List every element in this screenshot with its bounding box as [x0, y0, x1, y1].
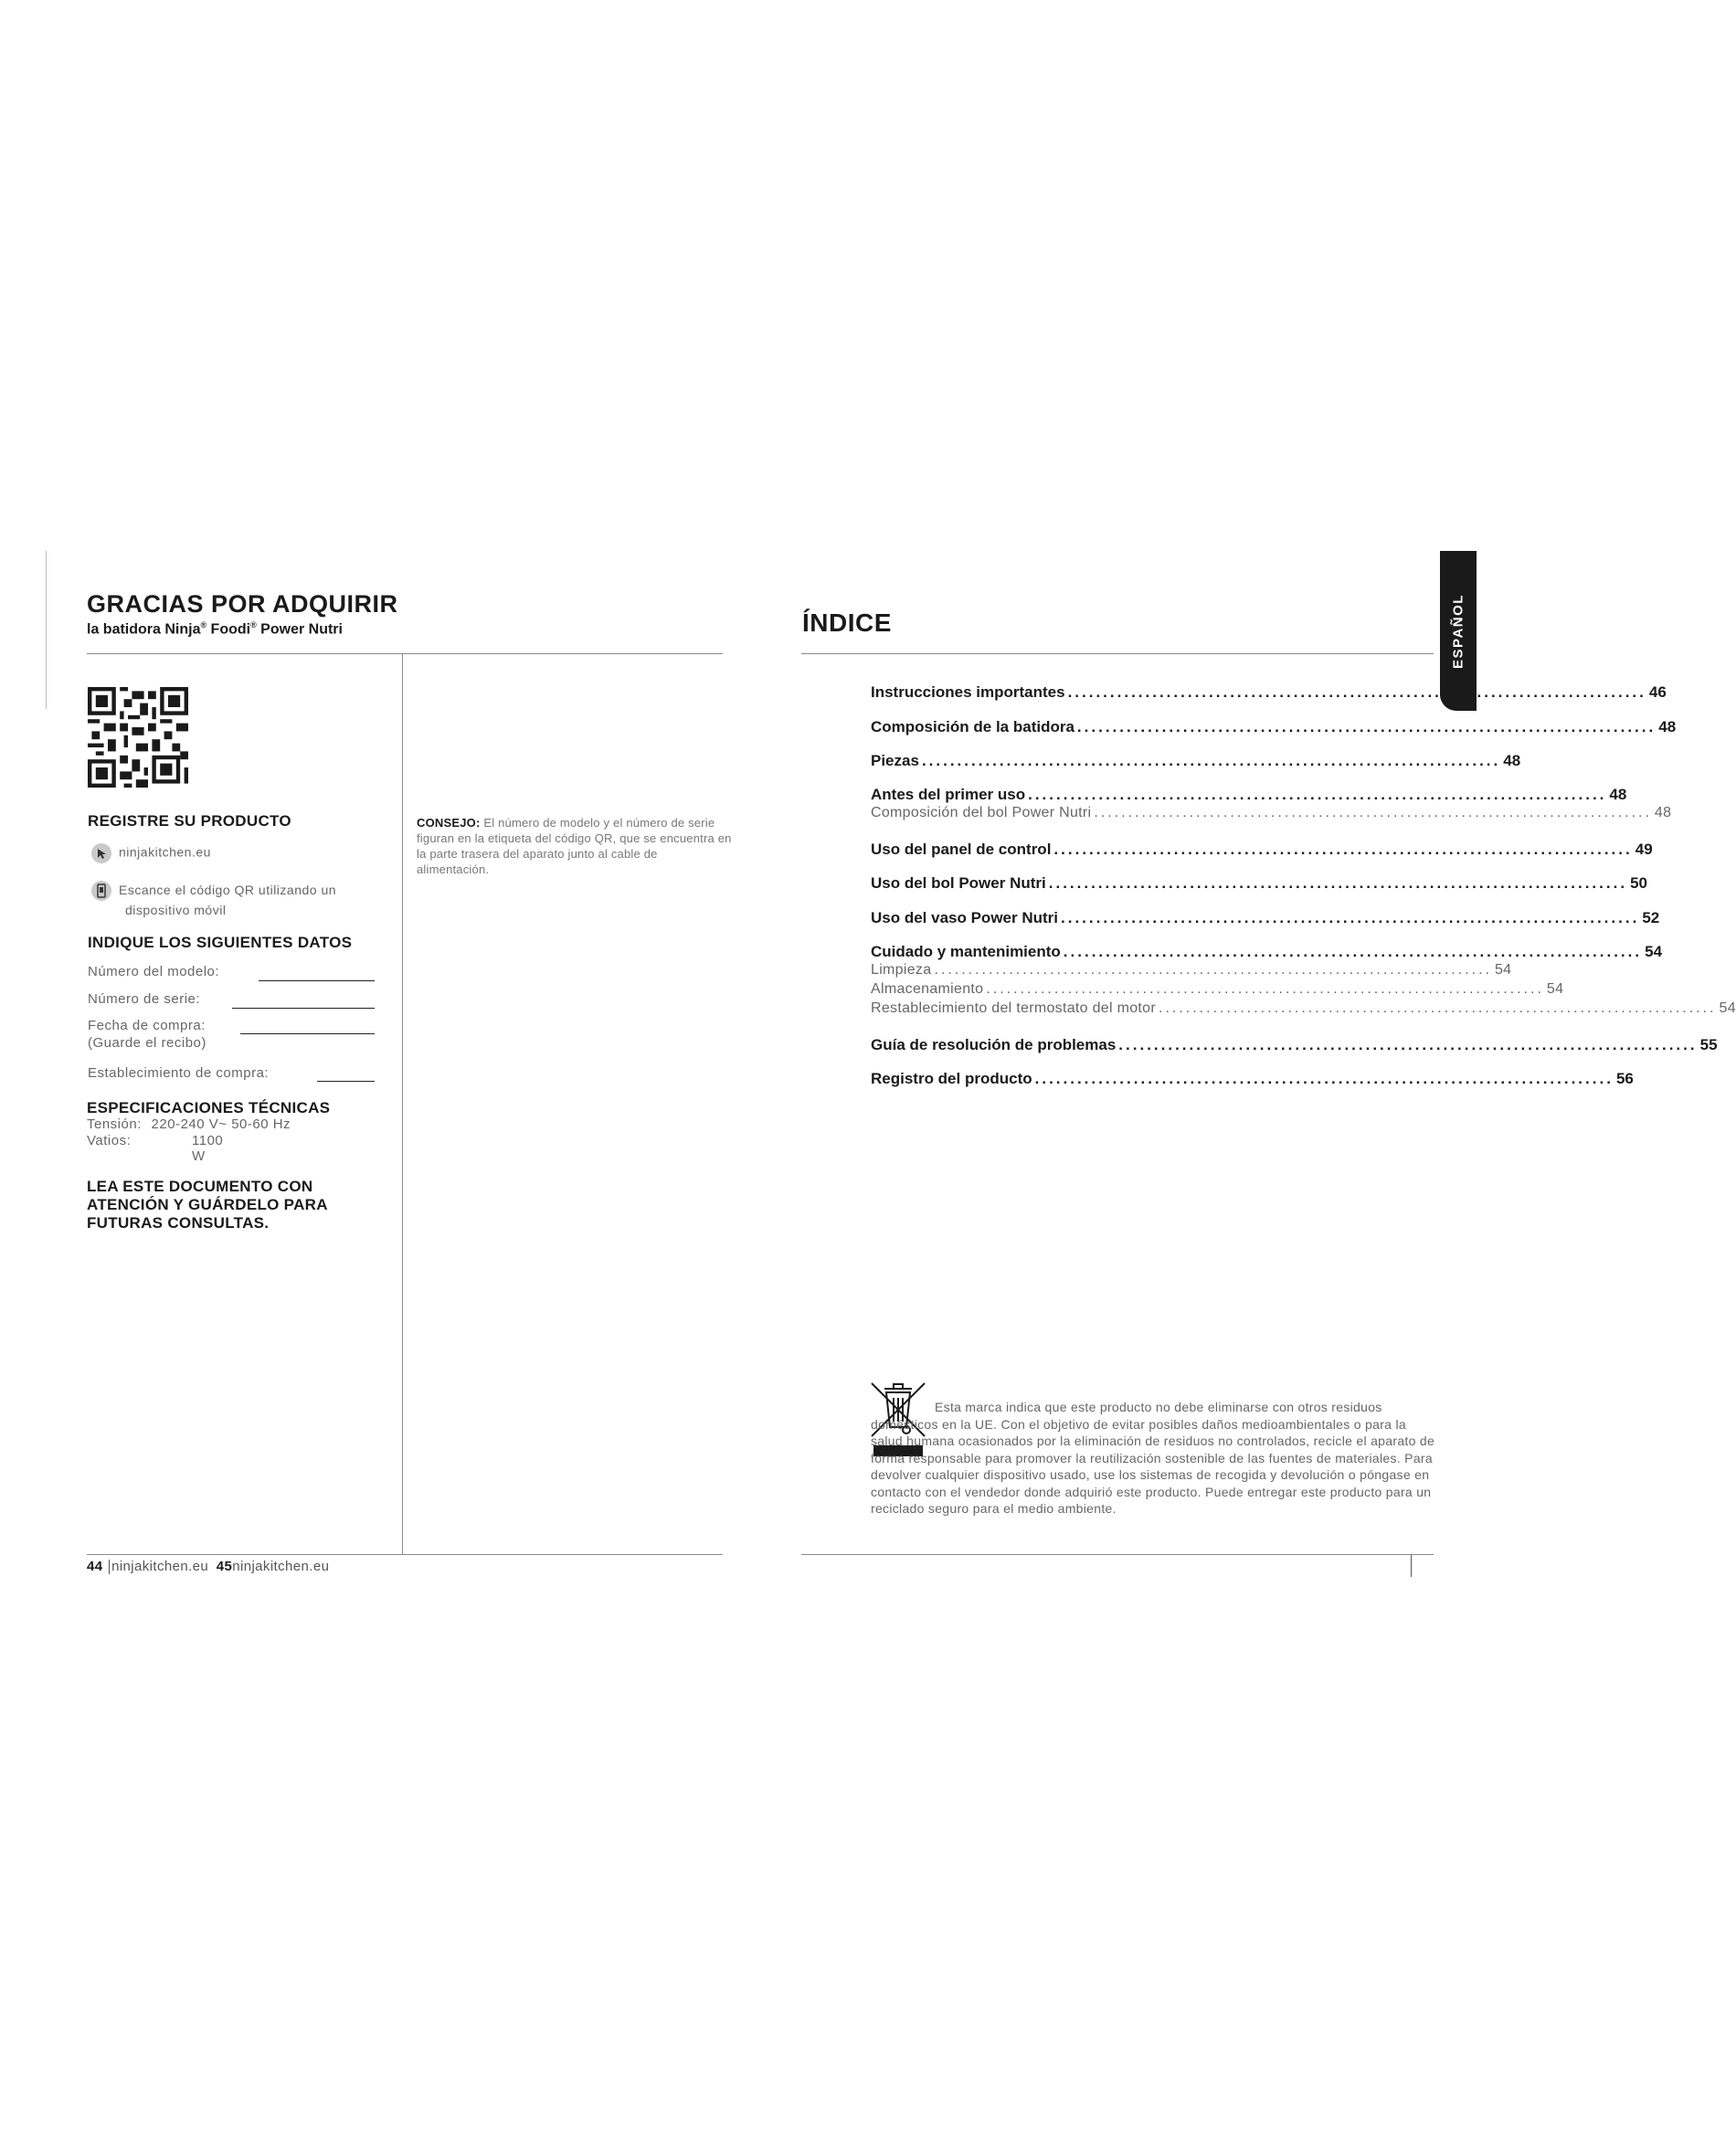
- warning-line: FUTURAS CONSULTAS.: [87, 1214, 270, 1232]
- toc-entry-page: 48: [1658, 718, 1677, 735]
- register-heading: REGISTRE SU PRODUCTO: [88, 812, 291, 830]
- toc-entry-page: 56: [1615, 1070, 1634, 1087]
- registered-mark: ®: [250, 620, 257, 629]
- toc-title: ÍNDICE: [802, 608, 892, 637]
- toc-subentry[interactable]: [871, 981, 1564, 998]
- toc-leader: ..................................................................................: [1094, 805, 1652, 820]
- subtitle-part: Foodi: [206, 621, 251, 638]
- toc-entry-label: Cuidado y mantenimiento: [871, 943, 1061, 960]
- toc-leader: ..................................................................................: [986, 981, 1544, 997]
- toc-entry-page: 55: [1699, 1036, 1718, 1053]
- toc-entry-label: Uso del vaso Power Nutri: [871, 909, 1058, 926]
- toc-entry-page: 54: [1719, 1000, 1736, 1016]
- spec-watts: [87, 1133, 224, 1164]
- toc-leader: ..................................................................................: [1063, 943, 1643, 960]
- toc-subentry[interactable]: [871, 962, 1512, 979]
- right-footer-rule: [801, 1554, 1434, 1555]
- page-title: GRACIAS POR ADQUIRIR: [87, 590, 398, 618]
- toc-subentry[interactable]: [871, 805, 1672, 821]
- toc-entry[interactable]: [871, 909, 1660, 927]
- toc-entry-label: Composición de la batidora: [871, 718, 1074, 735]
- register-scan-text-1: Escance el código QR utilizando un: [119, 883, 337, 897]
- toc-entry-page: 54: [1546, 981, 1564, 997]
- toc-entry-page: 49: [1635, 841, 1653, 858]
- page-number: 45: [216, 1559, 233, 1574]
- spec-voltage-label: Tensión:: [87, 1116, 142, 1132]
- toc-entry[interactable]: [871, 841, 1653, 859]
- toc-leader: ..................................................................................: [1159, 1000, 1717, 1016]
- toc-entry-label: Guía de resolución de problemas: [871, 1036, 1117, 1053]
- left-footer-rule: [87, 1554, 723, 1555]
- tip-label: CONSEJO:: [417, 816, 481, 830]
- toc-entry-label: Restablecimiento del termostato del motor: [871, 1000, 1156, 1016]
- toc-entry-page: 48: [1609, 786, 1627, 803]
- toc-leader: ..................................................................................: [934, 962, 1492, 978]
- left-header-rule: [87, 653, 723, 654]
- purchase-date-field[interactable]: [240, 1033, 375, 1034]
- right-footer-mark: [1411, 1555, 1412, 1577]
- store-field[interactable]: [317, 1081, 375, 1082]
- toc-entry-page: 54: [1494, 962, 1512, 978]
- toc-leader: ..................................................................................: [1061, 909, 1640, 926]
- toc-leader: ..................................................................................: [1067, 683, 1646, 701]
- language-tab-label: ESPAÑOL: [1450, 593, 1466, 669]
- tip-note: [417, 815, 732, 877]
- store-label: Establecimiento de compra:: [88, 1065, 270, 1081]
- spec-watts-label: Vatios:: [87, 1133, 132, 1148]
- weee-disposal-notice: Esta marca indica que este producto no debe eliminarse con otros residuos domésticos en la UE. Con el objetivo de evitar posibles daños medioambientales o para la salud humana ocasionados por la eliminación de residuos no controlados, recicle el aparato de forma responsable para promover la reutilización sostenible de las fuentes de materiales. Para devolver cualquier dispositivo usado, use los sistemas de recogida y devolución o póngase en contacto con el vendedor donde adquirió este producto. Puede entregar este producto para un reciclado seguro para el medio ambiente.: [871, 1400, 1435, 1516]
- toc-entry[interactable]: [871, 1070, 1634, 1088]
- specs-heading: ESPECIFICACIONES TÉCNICAS: [87, 1099, 331, 1116]
- toc-entry-label: Almacenamiento: [871, 981, 984, 997]
- toc-entry[interactable]: [871, 786, 1627, 804]
- left-column-divider: [402, 654, 403, 1555]
- toc-entry-label: Instrucciones importantes: [871, 683, 1065, 701]
- toc-subentry[interactable]: [871, 1000, 1736, 1017]
- warning-line: ATENCIÓN Y GUÁRDELO PARA: [87, 1196, 328, 1213]
- toc-entry[interactable]: [871, 718, 1677, 736]
- serial-number-field[interactable]: [232, 1008, 375, 1009]
- register-site-link[interactable]: ninjakitchen.eu: [119, 844, 211, 860]
- toc-entry-page: 46: [1648, 683, 1667, 701]
- data-heading: INDIQUE LOS SIGUIENTES DATOS: [88, 934, 353, 951]
- tip-text: El número de modelo y el número de serie figuran en la etiqueta del código QR, que se encuentra en la parte trasera del aparato junto al cable de alimentación.: [417, 816, 732, 876]
- right-header-rule: [801, 653, 1434, 654]
- toc-leader: ..................................................................................: [1028, 786, 1607, 803]
- spec-voltage-value: 220-240 V~ 50-60 Hz: [151, 1116, 291, 1132]
- footer-site-link[interactable]: ninjakitchen.eu: [111, 1559, 209, 1574]
- toc-entry-label: Uso del bol Power Nutri: [871, 874, 1046, 892]
- register-scan-text-2: dispositivo móvil: [125, 903, 227, 918]
- read-document-warning: [87, 1178, 328, 1232]
- toc-leader: ..................................................................................: [1118, 1036, 1698, 1053]
- toc-entry-page: 52: [1642, 909, 1660, 926]
- purchase-date-label: Fecha de compra:: [88, 1018, 206, 1033]
- toc-leader: ..................................................................................: [1053, 841, 1633, 858]
- toc-entry-page: 50: [1630, 874, 1647, 892]
- toc-entry-label: Limpieza: [871, 962, 932, 978]
- purchase-date-note: (Guarde el recibo): [88, 1035, 206, 1051]
- toc-entry-label: Piezas: [871, 752, 919, 769]
- toc-entry[interactable]: [871, 752, 1521, 770]
- qr-code-icon[interactable]: [88, 687, 188, 788]
- page-footer: [87, 1559, 329, 1574]
- toc-entry-page: 48: [1654, 805, 1672, 820]
- spec-watts-value: 1100 W: [192, 1133, 224, 1164]
- toc-entry-page: 54: [1645, 943, 1663, 960]
- left-margin-rule: [46, 551, 47, 709]
- toc-leader: ..................................................................................: [1076, 718, 1657, 735]
- warning-line: LEA ESTE DOCUMENTO CON: [87, 1178, 313, 1195]
- page-number: 44: [87, 1559, 103, 1574]
- register-scan-row: [91, 881, 336, 919]
- model-number-field[interactable]: [259, 980, 375, 981]
- toc-leader: ..................................................................................: [921, 752, 1501, 769]
- register-site-row[interactable]: [91, 843, 211, 863]
- spec-voltage: [87, 1116, 291, 1132]
- registered-mark: ®: [200, 620, 207, 629]
- toc-entry-label: Uso del panel de control: [871, 841, 1052, 858]
- footer-divider: [109, 1560, 110, 1574]
- toc-leader: ..................................................................................: [1048, 874, 1628, 892]
- toc-entry-label: Composición del bol Power Nutri: [871, 805, 1092, 820]
- serial-number-label: Número de serie:: [88, 991, 201, 1007]
- toc-entry-page: 48: [1503, 752, 1521, 769]
- toc-entry-label: Registro del producto: [871, 1070, 1032, 1087]
- footer-site-link[interactable]: ninjakitchen.eu: [232, 1559, 330, 1574]
- subtitle-part: Power Nutri: [256, 621, 343, 638]
- toc-entry[interactable]: [871, 874, 1647, 893]
- toc-entry[interactable]: [871, 1036, 1718, 1054]
- phone-icon: [91, 881, 111, 901]
- toc-entry[interactable]: [871, 683, 1667, 702]
- subtitle-part: la batidora Ninja: [87, 621, 201, 638]
- toc-entry[interactable]: [871, 943, 1663, 961]
- cursor-icon: [91, 843, 111, 863]
- toc-leader: ..................................................................................: [1034, 1070, 1614, 1087]
- product-subtitle: [87, 620, 343, 638]
- toc-entry-label: Antes del primer uso: [871, 786, 1026, 803]
- model-number-label: Número del modelo:: [88, 964, 220, 979]
